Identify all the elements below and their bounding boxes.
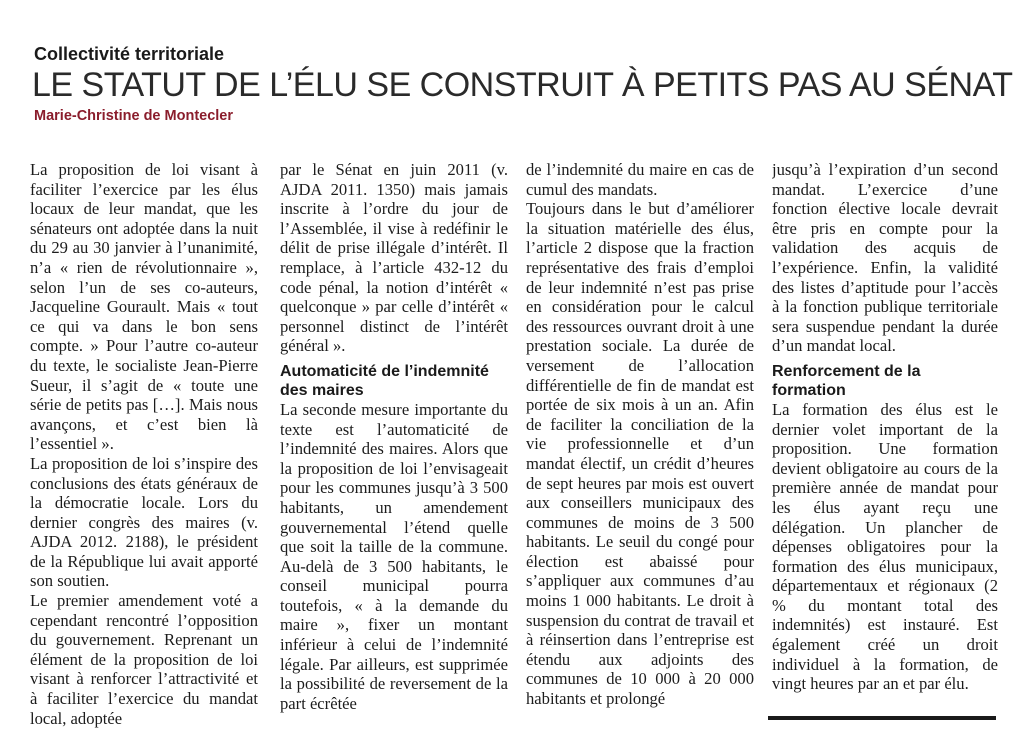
subheading: Automaticité de l’indemnité des maires [280, 362, 489, 399]
paragraph: La proposition de loi visant à faciliter l’exercice par les élus locaux de leur mandat, que les sénateurs ont adoptée dans la nuit du 29 au 30 janvier à l’unanimité, n’a « rien de révolutionnaire », selon l’un de ses co-auteurs, Jacqueline Gourault. Mais « tout ce qui va dans le bon sens compte. » Pour l’autre co-auteur du texte, le socialiste Jean-Pierre Sueur, il s’agit de « toute une série de petits pas […]. Mais nous avançons, et c’est bien là l’essentiel ». [30, 160, 258, 454]
paragraph: par le Sénat en juin 2011 (v. AJDA 2011. 1350) mais jamais inscrite à l’ordre du jour de l’Assemblée, il vise à redéfinir le délit de prise illégale d’intérêt. Il remplace, à l’article 432-12 du code pénal, la notion d’intérêt « quelconque » par celle d’intérêt « personnel distinct de l’intérêt général ». [280, 160, 508, 356]
end-rule [768, 716, 996, 720]
rubric: Collectivité territoriale [34, 44, 225, 64]
paragraph: La proposition de loi s’inspire des conclusions des états généraux de la démocratie locale. Lors du dernier congrès des maires (v. AJDA 2012. 2188), le président de la République lui avait apporté son soutien. [30, 453, 258, 591]
paragraph: Toujours dans le but d’améliorer la situation matérielle des élus, l’article 2 dispose que la fraction représentative des frais d’emploi de leur indemnité n’est pas prise en considération pour le calcul des ressources ouvrant droit à une prestation sociale. La durée de versement de l’allocation différentielle de fin de mandat est portée de six mois à un an. Afin de faciliter la conciliation de la vie professionnelle et d’un mandat électif, un crédit d’heures de sept heures par mois est ouvert aux conseillers municipaux des communes de moins de 3 500 habitants. Le seuil du congé pour élection est abaissé pour s’appliquer aux communes d’au moins 1 000 habitants. Le droit à suspension du contrat de travail et à réinsertion dans l’entreprise est étendu aux adjoints des communes de 10 000 à 20 000 habitants et prolongé [526, 199, 754, 709]
subheading: Renforcement de la formation [772, 362, 921, 399]
text-column-4 [772, 160, 998, 730]
headline: LE STATUT DE L’ÉLU SE CONSTRUIT À PETITS PAS AU SÉNAT [32, 66, 1013, 104]
paragraph: La seconde mesure importante du texte est l’automaticité de l’indemnité des maires. Alors que la proposition de loi l’envisageait pour les communes jusqu’à 3 500 habitants, un amendement gouvernemental l’étend quelle que soit la taille de la commune. Au-delà de 3 500 habitants, le conseil municipal pourra toutefois, « à la demande du maire », fixer un montant inférieur à celui de l’indemnité légale. Par ailleurs, est supprimée la possibilité de reversement de la part écrêtée [280, 399, 508, 713]
paragraph: de l’indemnité du maire en cas de cumul des mandats. [526, 160, 754, 199]
text-column-1 [30, 160, 258, 730]
paragraph: jusqu’à l’expiration d’un second mandat. L’exercice d’une fonction élective locale devrait être pris en compte pour la validation des acquis de l’expérience. Enfin, la validité des listes d’aptitude pour l’accès à la fonction publique territoriale sera suspendue pendant la durée d’un mandat local. [772, 160, 998, 356]
paragraph: La formation des élus est le dernier volet important de la proposition. Une formation devient obligatoire au cours de la première année de mandat pour les élus ayant reçu une délégation. Un plancher de dépenses obligatoires pour la formation des élus municipaux, départementaux et régionaux (2 % du montant total des indemnités) est instauré. Est également créé un droit individuel à la formation, de vingt heures par an et par élu. [772, 399, 998, 694]
text-column-2 [280, 160, 508, 730]
text-column-3 [526, 160, 754, 730]
paragraph: Le premier amendement voté a cependant rencontré l’opposition du gouvernement. Reprenant un élément de la proposition de loi visant à renforcer l’attractivité et à faciliter l’exercice du mandat local, adoptée [30, 591, 258, 728]
author-byline: Marie-Christine de Montecler [34, 108, 234, 124]
